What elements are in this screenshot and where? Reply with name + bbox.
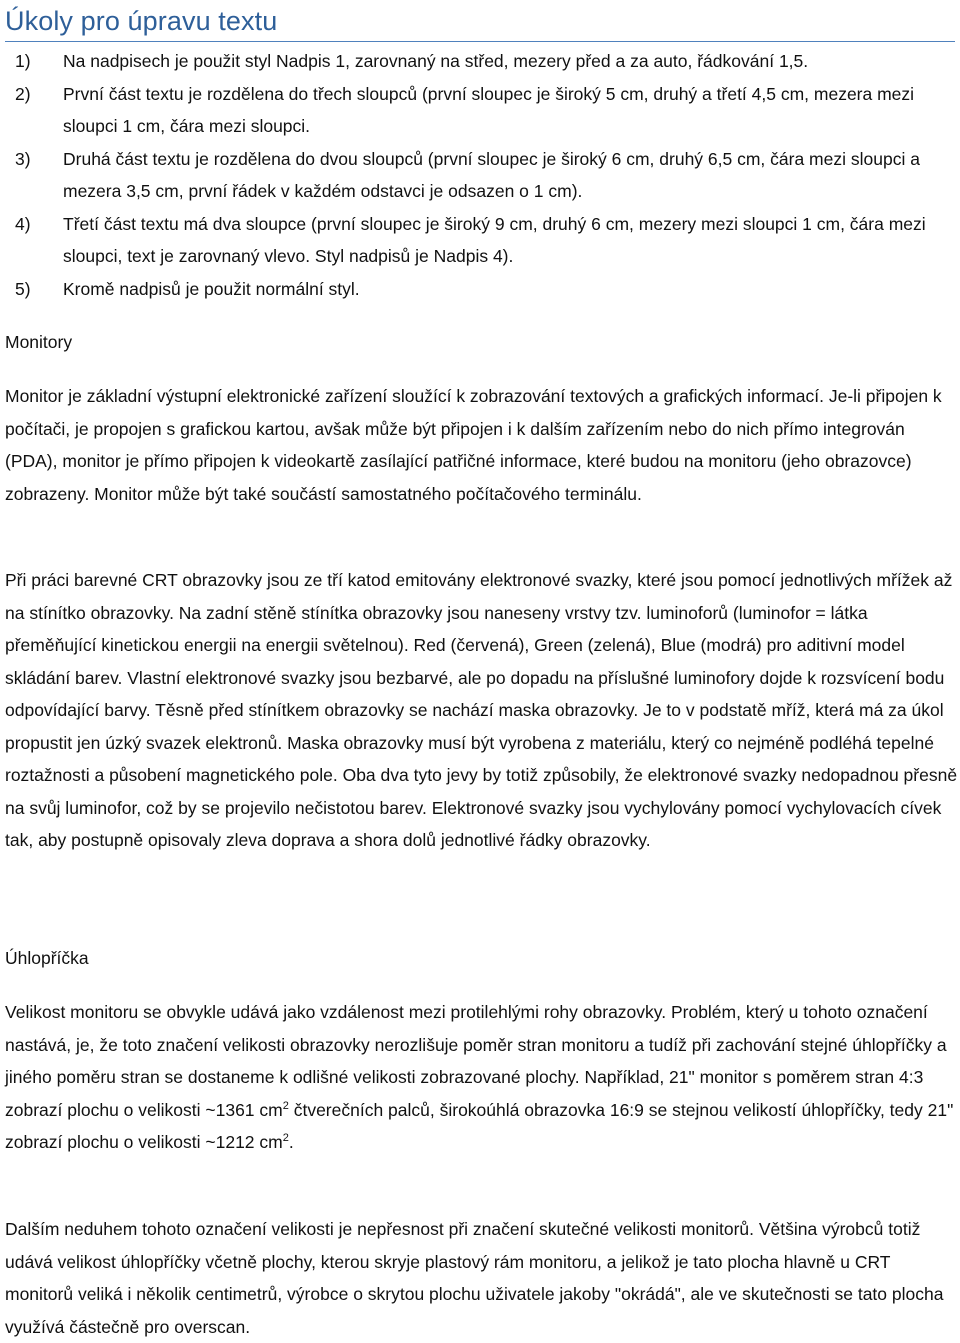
list-item xyxy=(5,208,955,273)
paragraph-text-part: Velikost monitoru se obvykle udává jako vzdálenost mezi protilehlými rohy obrazovky. Problém, který u tohoto označení nastává, je, že toto značení velikosti obrazovky nerozlišuje poměr stran monitoru a tudíž při zachování stejné úhlopříčky a jiného poměru stran se dostaneme k odlišné velikosti zobrazované plochy. Například, 21" monitor s poměrem stran 4:3 zobrazí plochu o velikosti ~1361 cm xyxy=(5,1002,947,1120)
list-item-text: Třetí část textu má dva sloupce (první sloupec je široký 9 cm, druhý 6 cm, mezery mezi sloupci 1 cm, čára mezi sloupci, text je zarovnaný vlevo. Styl nadpisů je Nadpis 4). xyxy=(63,213,926,266)
section-heading-monitory: Monitory xyxy=(5,332,73,352)
list-item-text: Druhá část textu je rozdělena do dvou sloupců (první sloupec je široký 6 cm, druhý 6,5 cm, čára mezi sloupci a mezera 3,5 cm, první řádek v každém odstavci je odsazen o 1 cm). xyxy=(63,148,920,201)
list-item-number: 3) xyxy=(15,148,31,169)
list-item-text: Kromě nadpisů je použit normální styl. xyxy=(63,278,360,299)
list-item-text: Na nadpisech je použit styl Nadpis 1, zarovnaný na střed, mezery před a za auto, řádkování 1,5. xyxy=(63,51,809,71)
list-item xyxy=(5,143,955,208)
task-list xyxy=(5,45,955,305)
title-underline xyxy=(5,41,955,42)
list-item-number: 1) xyxy=(15,51,31,71)
document-title: Úkoly pro úpravu textu xyxy=(5,6,278,36)
list-item xyxy=(5,45,955,78)
paragraph-monitor-intro: Monitor je základní výstupní elektronické zařízení sloužící k zobrazování textových a grafických informací. Je-li připojen k počítači, je propojen s grafickou kartou, avšak může být připojen i k dalším zařízením nebo do nich přímo integrován (PDA), monitor je přímo připojen k videokartě zasílající patřičné informace, které budou na monitoru (jeho obrazovce) zobrazeny. Monitor může být také součástí samostatného počítačového terminálu. xyxy=(5,386,942,504)
list-item-number: 2) xyxy=(15,83,31,104)
list-item-number: 4) xyxy=(15,213,31,234)
superscript-squared: 2 xyxy=(282,1132,289,1144)
section-heading-uhlopricka: Úhlopříčka xyxy=(5,948,89,968)
list-item-number: 5) xyxy=(15,278,31,299)
list-item xyxy=(5,78,955,143)
list-item-text: První část textu je rozdělena do třech sloupců (první sloupec je široký 5 cm, druhý a třetí 4,5 cm, mezera mezi sloupci 1 cm, čára mezi sloupci. xyxy=(63,83,915,136)
paragraph-uhlopricka xyxy=(5,996,960,1159)
paragraph-text-part: čtverečních palců, širokoúhlá obrazovka 16:9 se stejnou velikostí úhlopříčky, tedy 21" zobrazí plochu o velikosti ~1212 cm xyxy=(5,1099,954,1152)
paragraph-text-part: . xyxy=(288,1132,294,1152)
paragraph-crt: Při práci barevné CRT obrazovky jsou ze tří katod emitovány elektronové svazky, které jsou pomocí jednotlivých mřížek až na stínítko obrazovky. Na zadní stěně stínítka obrazovky jsou naneseny vrstvy tzv. luminoforů (luminofor = látka přeměňující kinetickou energii na energii světelnou). Red (červená), Green (zelená), Blue (modrá) pro aditivní model skládání barev. Vlastní elektronové svazky jsou bezbarvé, ale po dopadu na příslušné luminofory dojde k rozsvícení bodu odpovídající barvy. Těsně před stínítkem obrazovky se nachází maska obrazovky. Je to v podstatě mříž, která má za úkol propustit jen úzký svazek elektronů. Maska obrazovky musí být vyrobena z materiálu, který co nejméně podléhá tepelné roztažnosti a působení magnetického pole. Oba dva tyto jevy by totiž způsobily, že elektronové svazky nedopadnou přesně na svůj luminofor, což by se projevilo nečistotou barev. Elektronové svazky jsou vychylovány pomocí vychylovacích cívek tak, aby postupně opisovaly zleva doprava a shora dolů jednotlivé řádky obrazovky. xyxy=(5,570,958,850)
list-item xyxy=(5,273,955,306)
superscript-squared: 2 xyxy=(282,1099,289,1112)
paragraph-overscan: Dalším neduhem tohoto označení velikosti je nepřesnost při značení skutečné velikosti monitorů. Většina výrobců totiž udává velikost úhlopříčky včetně plochy, kterou skryje plastový rám monitoru, a jelikož je tato plocha hlavně u CRT monitorů veliká i několik centimetrů, výrobce o skrytou plochu uživatele jakoby "okrádá", ale ve skutečnosti se tato plocha využívá částečně pro overscan. xyxy=(5,1219,944,1337)
